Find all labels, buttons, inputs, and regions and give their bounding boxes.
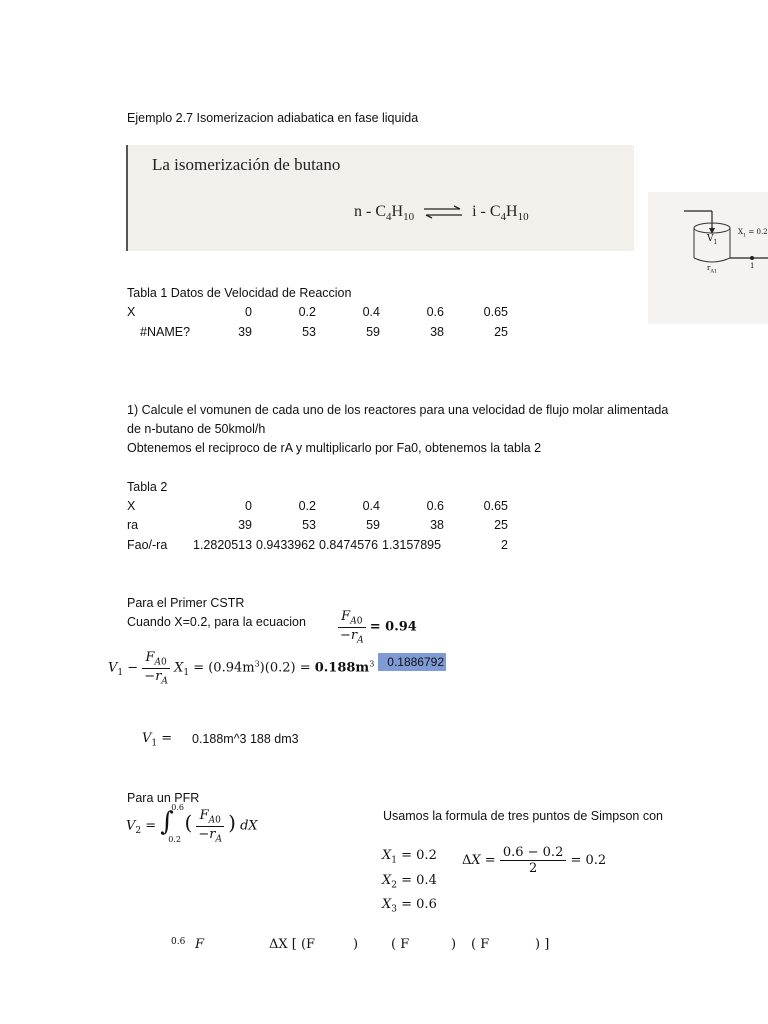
pfr-integral: $V_2$ = ∫ 0.6 0.2 ( $\frac{F_{A0}}{-r_A}$ ) dX [126, 802, 258, 845]
tabla2-f-cell: 2 [501, 538, 508, 552]
truncated-formula-icon [165, 934, 565, 952]
tabla1-r-cell: 38 [430, 325, 444, 339]
delta-x-equation: ΔX = $\frac{0.6 - 0.2}{2}$ = 0.2 [462, 845, 607, 876]
reaction-image [126, 145, 634, 251]
cstr-title: Para el Primer CSTR [127, 596, 245, 610]
equilibrium-arrow-icon [422, 205, 464, 219]
question-line-1: 1) Calcule el vomunen de cada uno de los reactores para una velocidad de flujo molar alimentada [127, 403, 669, 417]
diagram-volume-label: $V_1$ [707, 234, 718, 246]
diagram-conversion-label: $X_1 = 0.2$ [738, 228, 768, 239]
question-line-3: Obtenemos el reciproco de rA y multiplicarlo por Fa0, obtenemos la tabla 2 [127, 441, 542, 455]
tabla2-x-cell: 0.65 [483, 499, 508, 513]
reaction-image-title: La isomerización de butano [152, 155, 341, 174]
highlighted-cell[interactable]: 0.1886792 [378, 653, 446, 671]
tabla1-x-cell: 0.65 [483, 305, 508, 319]
point-x2: $X_2 = 0.4$ [382, 872, 437, 891]
v1-result-value: 0.188m^3 188 dm3 [192, 732, 299, 746]
tabla2-ra-cell: 38 [430, 518, 444, 532]
tabla2-ra-label: ra [127, 518, 139, 532]
tabla1-r-cell: 53 [302, 325, 316, 339]
v1-result-label: $V_1$ = [142, 731, 173, 749]
svg-text:ΔX [ (F: ΔX [ (F [269, 937, 316, 952]
product-label: i - C [472, 203, 501, 220]
tabla2-x-cell: 0.2 [298, 499, 316, 513]
question-line-2: de n-butano de 50kmol/h [127, 422, 266, 436]
tabla1-x-cell: 0.4 [362, 305, 380, 319]
tabla2-f-cell: 1.3157895 [382, 538, 442, 552]
tabla2-f-cell: 1.2820513 [193, 538, 253, 552]
svg-text:): ) [353, 937, 359, 952]
tabla1-x-cell: 0.2 [298, 305, 316, 319]
point-x3: $X_3 = 0.6$ [382, 897, 437, 915]
tabla2-f-cell: 0.8474576 [319, 538, 379, 552]
reactant-sub-c: 4 [386, 211, 392, 224]
reaction-equation [354, 203, 529, 223]
tabla2-x-label: X [127, 499, 136, 513]
tabla1-title: Tabla 1 Datos de Velocidad de Reaccion [127, 286, 352, 300]
tabla2-ra-cell: 59 [366, 518, 380, 532]
tabla2-ra-cell: 25 [494, 518, 508, 532]
reactant-sub-h: 10 [403, 211, 415, 224]
ratio-value: = 0.94 [369, 619, 417, 635]
page-heading: Ejemplo 2.7 Isomerizacion adiabatica en fase liquida [127, 111, 419, 125]
svg-text:): ) [451, 937, 457, 952]
tabla1-r-cell: 59 [366, 325, 380, 339]
reactant-label: n - C [354, 203, 386, 220]
product-sub-h: 10 [517, 211, 529, 224]
tabla1-r-cell: 39 [238, 325, 252, 339]
cut-off-formula [165, 934, 565, 952]
tabla1-x-cell: 0.6 [426, 305, 444, 319]
tabla1-x-cell: 0 [245, 305, 252, 319]
tabla2-x-cell: 0.6 [426, 499, 444, 513]
cstr-condition: Cuando X=0.2, para la ecuacion [127, 615, 306, 629]
simpson-points [382, 846, 437, 920]
svg-text:( F: ( F [391, 937, 410, 952]
v1-equation: $V_1$ − $\frac{F_{A0}}{-r_A}$ $X_1 = (0.94m^3)(0.2) = 0.188m^3$ [108, 650, 375, 687]
tabla1-r-cell: 25 [494, 325, 508, 339]
svg-text:F: F [195, 937, 205, 952]
tabla1-x-label: X [127, 305, 136, 319]
diagram-node-label: 1 [750, 262, 755, 270]
ratio-equation: $\frac{F_{A0}}{-r_A}$ = 0.94 [340, 609, 417, 646]
reactant-h: H [391, 203, 404, 220]
svg-text:0.6: 0.6 [171, 937, 186, 947]
svg-text:) ]: ) ] [535, 937, 550, 952]
tabla2-x-cell: 0.4 [362, 499, 380, 513]
tabla2-ra-cell: 39 [238, 518, 252, 532]
diagram-rate-label: $r_{A1}$ [707, 264, 718, 275]
point-x1: $X_1 = 0.2$ [382, 848, 437, 866]
cstr-diagram [648, 192, 768, 324]
pfr-title: Para un PFR [127, 791, 200, 805]
tabla2-x-cell: 0 [245, 499, 252, 513]
reactor-tank-icon [648, 192, 768, 324]
tabla2-f-cell: 0.9433962 [256, 538, 316, 552]
svg-text:( F: ( F [471, 937, 490, 952]
tabla1-r-label: #NAME? [140, 325, 191, 339]
tabla2-title: Tabla 2 [127, 480, 168, 494]
simpson-note: Usamos la formula de tres puntos de Simpson con [383, 809, 663, 823]
product-h: H [506, 203, 518, 220]
product-sub-c: 4 [500, 211, 507, 224]
tabla2-ra-cell: 53 [302, 518, 316, 532]
tabla2-f-label: Fao/-ra [127, 538, 168, 552]
